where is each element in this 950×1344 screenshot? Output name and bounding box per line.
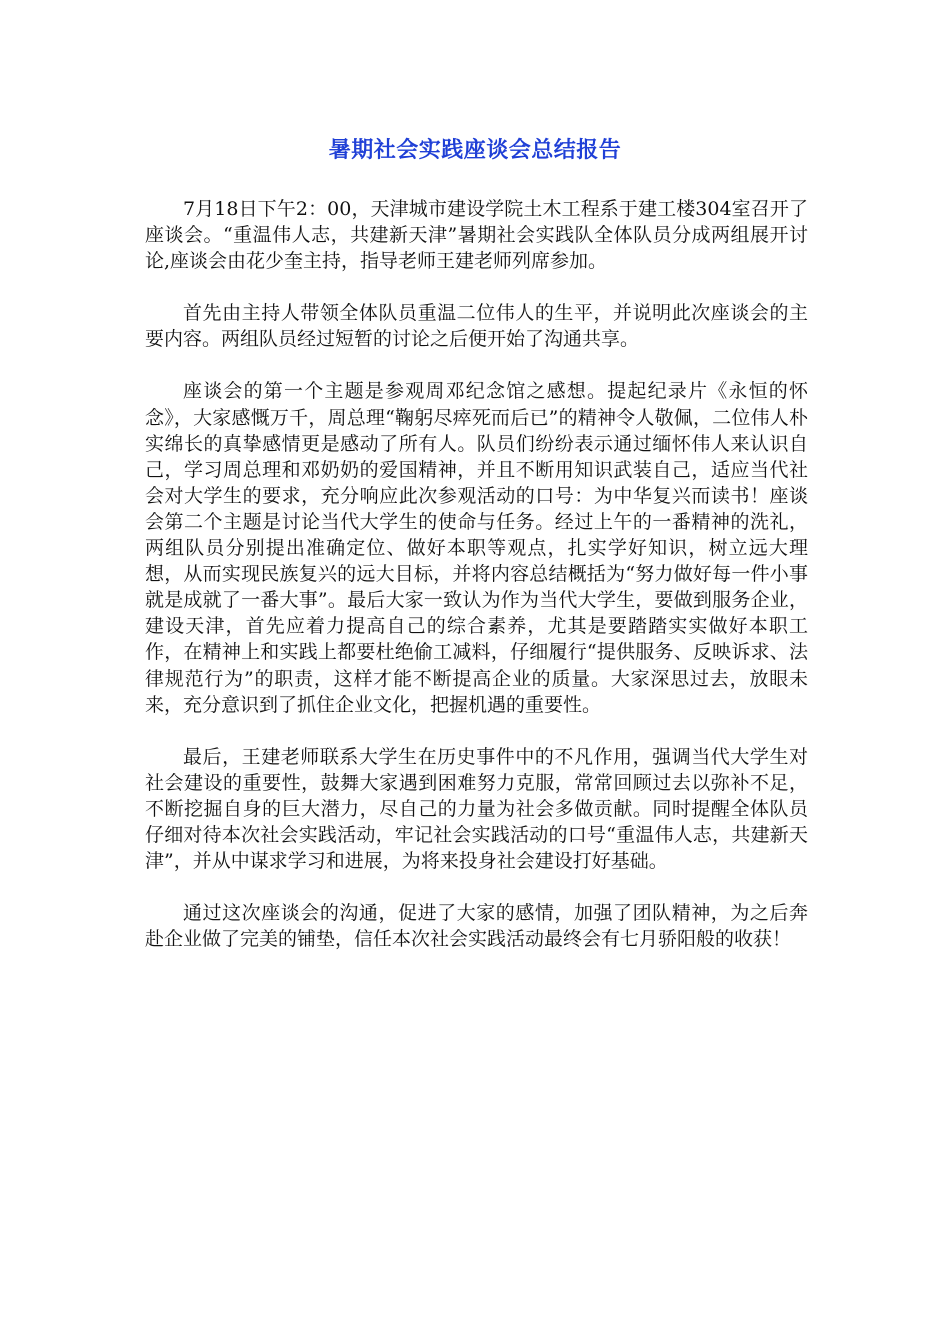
paragraph-4: 最后，王建老师联系大学生在历史事件中的不凡作用，强调当代大学生对社会建设的重要性，鼓舞大家遇到困难努力克服，常常回顾过去以弥补不足，不断挖掘自身的巨大潜力，尽自己的力量为社会多做贡献。同时提醒全体队员仔细对待本次社会实践活动，牢记社会实践活动的口号“重温伟人志，共建新天津”，并从中谋求学习和进展，为将来投身社会建设打好基础。 bbox=[145, 745, 808, 873]
paragraph-5: 通过这次座谈会的沟通，促进了大家的感情，加强了团队精神，为之后奔赴企业做了完美的铺垫，信任本次社会实践活动最终会有七月骄阳般的收获！ bbox=[145, 902, 808, 951]
paragraph-1: 7月18日下午2：00，天津城市建设学院土木工程系于建工楼304室召开了座谈会。“重温伟人志，共建新天津”暑期社会实践队全体队员分成两组展开讨论,座谈会由花少奎主持，指导老师王建老师列席参加。 bbox=[145, 198, 808, 273]
paragraph-2: 首先由主持人带领全体队员重温二位伟人的生平，并说明此次座谈会的主要内容。两组队员经过短暂的讨论之后便开始了沟通共享。 bbox=[145, 302, 808, 351]
paragraph-3: 座谈会的第一个主题是参观周邓纪念馆之感想。提起纪录片《永恒的怀念》，大家感慨万千，周总理“鞠躬尽瘁死而后已”的精神令人敬佩，二位伟人朴实绵长的真挚感情更是感动了所有人。队员们纷纷表示通过缅怀伟人来认识自己，学习周总理和邓奶奶的爱国精神，并且不断用知识武装自己，适应当代社会对大学生的要求，充分响应此次参观活动的口号：为中华复兴而读书！座谈会第二个主题是讨论当代大学生的使命与任务。经过上午的一番精神的洗礼，两组队员分别提出准确定位、做好本职等观点，扎实学好知识，树立远大理想，从而实现民族复兴的远大目标，并将内容总结概括为“努力做好每一件小事就是成就了一番大事”。最后大家一致认为作为当代大学生，要做到服务企业，建设天津，首先应着力提高自己的综合素养，尤其是要踏踏实实做好本职工作，在精神上和实践上都要杜绝偷工减料，仔细履行“提供服务、反映诉求、法律规范行为”的职责，这样才能不断提高企业的质量。大家深思过去，放眼未来，充分意识到了抓住企业文化，把握机遇的重要性。 bbox=[145, 380, 808, 716]
document-title: 暑期社会实践座谈会总结报告 bbox=[328, 138, 622, 163]
document-body bbox=[145, 196, 808, 978]
